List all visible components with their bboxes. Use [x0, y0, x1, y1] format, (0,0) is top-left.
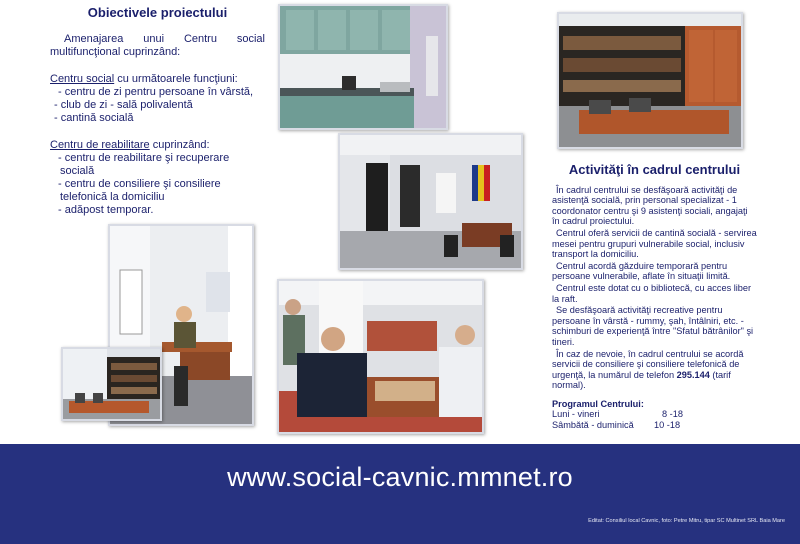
social-center-heading-rest: cu următoarele funcţiuni: — [114, 73, 238, 85]
activities-title: Activităţi în cadrul centrului — [568, 162, 741, 177]
counseling-paragraph — [552, 349, 757, 391]
activities-paragraph: Centrul acordă găzduire temporară pentru persoane vulnerabile, aflate în situaţii limită. — [552, 260, 731, 282]
program-days: Sâmbătă - duminică — [552, 420, 634, 431]
program-days: Luni - vineri — [552, 409, 600, 420]
program-hours: 8 -18 — [662, 409, 683, 420]
activities-column — [552, 162, 757, 431]
social-center-heading-underlined: Centru social — [50, 73, 115, 85]
activities-paragraph: În cadrul centrului se desfăşoară activităţi de asistenţă socială, prin personal specializat - 1 coordonator centru şi 9 asistenţi sociali, angajaţi în cadrul proiectului. — [552, 184, 748, 227]
program-hours: 10 -18 — [654, 420, 681, 431]
phone-number: 295.144 — [676, 369, 710, 380]
rehab-center-heading — [50, 139, 265, 152]
rehab-item: - adăpost temporar. — [58, 204, 154, 216]
photo-kitchen — [278, 4, 448, 130]
rehab-item: - centru de consiliere şi consiliere telefonică la domiciliu — [58, 178, 221, 203]
program-title: Programul Centrului: — [552, 398, 644, 409]
counseling-text-after: (tarif normal). — [552, 369, 731, 391]
rehab-center-heading-rest: cuprinzând: — [149, 139, 210, 151]
social-item: - cantină socială — [54, 112, 134, 124]
rehab-center-heading-underlined: Centru de reabilitare — [50, 139, 150, 151]
activities-paragraph: Centrul oferă servicii de cantină socială - servirea mesei pentru grupuri vulnerabile social, inclusiv transport la domiciliu. — [552, 227, 757, 260]
website-url[interactable]: www.social-cavnic.mmnet.ro — [227, 462, 573, 492]
photo-recreation — [277, 279, 484, 434]
photo-corridor — [338, 133, 523, 270]
objectives-intro: Amenajarea unui Centru social multifuncţional cuprinzând: — [50, 33, 265, 58]
activities-paragraph: Se desfăşoară activităţi recreative pentru persoane în vârstă - rummy, şah, întâlniri, etc. - schimburi de experienţă între "Sfatul bătrânilor" şi tineri. — [552, 305, 754, 347]
counseling-text-before: În caz de nevoie, în cadrul centrului se acordă servicii de consiliere şi consiliere telefonică de urgenţă, la numărul de telefon — [552, 348, 744, 380]
objectives-title: Obiectivele proiectului — [87, 5, 228, 20]
social-center-heading — [50, 73, 265, 86]
social-item: - centru de zi pentru persoane în vârstă, — [58, 86, 254, 98]
photo-library-room — [557, 12, 743, 149]
objectives-column — [50, 6, 265, 217]
photo-library-inset — [61, 347, 162, 421]
program-row — [552, 420, 757, 431]
social-item: - club de zi - sală polivalentă — [54, 99, 193, 111]
rehab-item: - centru de reabilitare şi recuperare socială — [58, 152, 230, 177]
activities-paragraph: Centrul este dotat cu o bibliotecă, cu acces liber la raft. — [552, 282, 752, 304]
footer-band — [0, 444, 800, 544]
credits-line: Editat: Consiliul local Cavnic, foto: Petre Mitru, tipar SC Multinet SRL Baia Mare — [588, 518, 785, 524]
program-row — [552, 409, 757, 420]
program-schedule — [552, 399, 757, 431]
